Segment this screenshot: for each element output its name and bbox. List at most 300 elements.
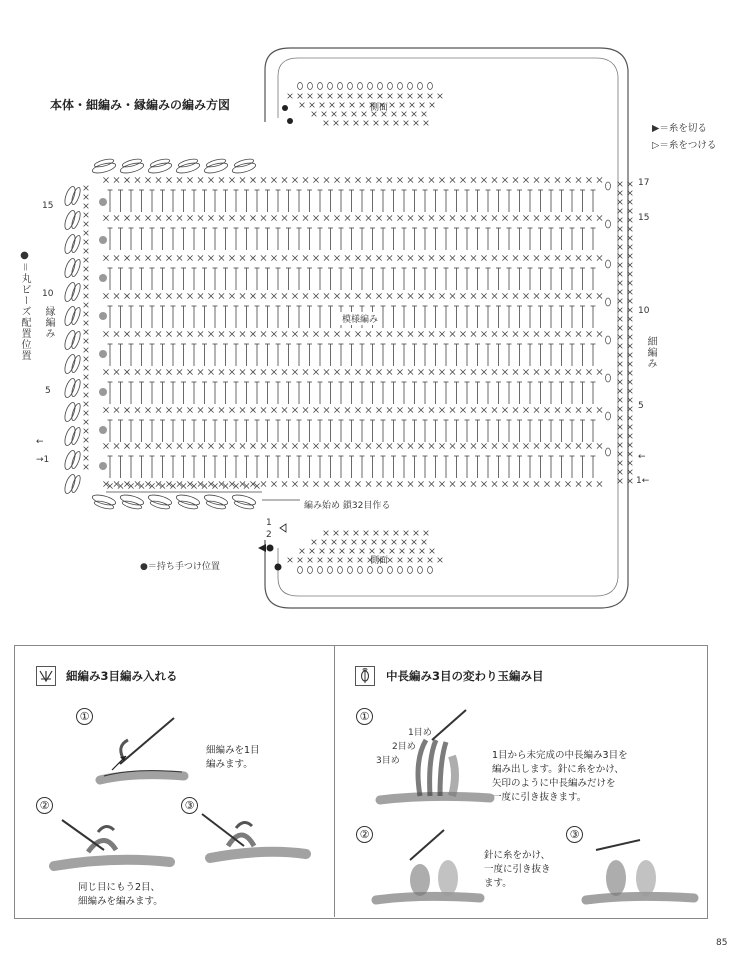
sc-stitch	[366, 443, 371, 448]
sc-stitch	[271, 331, 276, 336]
sc-stitch	[352, 112, 357, 117]
sc-stitch	[198, 215, 203, 220]
sc-stitch	[390, 549, 395, 554]
loop-label: 1目め	[408, 728, 432, 738]
sc-stitch	[374, 121, 379, 126]
row-num-right: 5	[638, 401, 644, 411]
sc-stitch	[334, 531, 339, 536]
sc-stitch	[387, 177, 392, 182]
sc-stitch	[84, 267, 89, 272]
sc-stitch	[198, 293, 203, 298]
sc-stitch	[418, 215, 423, 220]
sc-stitch	[166, 331, 171, 336]
sc-stitch	[298, 94, 303, 99]
sc-stitch	[324, 331, 329, 336]
sc-stitch	[84, 420, 89, 425]
sc-stitch	[492, 177, 497, 182]
sc-stitch	[135, 443, 140, 448]
sc-stitch	[250, 255, 255, 260]
sc-stitch	[414, 121, 419, 126]
sc-stitch	[555, 369, 560, 374]
sc-stitch	[84, 312, 89, 317]
sc-stitch	[387, 407, 392, 412]
bead-dot	[99, 198, 107, 206]
sc-stitch	[261, 177, 266, 182]
shell-stitch	[70, 331, 82, 350]
loop-label: 2目め	[392, 742, 416, 752]
sc-stitch	[576, 255, 581, 260]
row-mark-2: 2	[266, 530, 272, 540]
sc-stitch	[408, 177, 413, 182]
bead-dot	[99, 350, 107, 358]
sc-stitch	[198, 331, 203, 336]
sc-stitch	[376, 255, 381, 260]
shell-stitch	[122, 500, 143, 511]
sc-stitch	[313, 177, 318, 182]
sc-stitch	[404, 531, 409, 536]
shell-stitch	[70, 355, 82, 374]
sc-stitch	[340, 103, 345, 108]
sc-stitch	[303, 331, 308, 336]
puff-stitch	[338, 83, 343, 90]
sc-stitch	[177, 407, 182, 412]
sc-stitch	[300, 549, 305, 554]
sc-stitch	[271, 293, 276, 298]
sc-stitch	[324, 293, 329, 298]
sc-stitch	[303, 177, 308, 182]
sc-stitch	[376, 177, 381, 182]
sc-stitch	[387, 255, 392, 260]
sc-stitch	[282, 481, 287, 486]
sc-stitch	[84, 393, 89, 398]
row-num-right: 17	[638, 178, 650, 188]
sc-stitch	[544, 215, 549, 220]
sc-stitch	[84, 186, 89, 191]
arrow-left-b: →1	[36, 455, 50, 465]
sc-stitch	[124, 177, 129, 182]
sc-stitch	[124, 407, 129, 412]
sc-stitch	[418, 177, 423, 182]
sc-stitch	[565, 407, 570, 412]
sc-stitch	[586, 177, 591, 182]
sc-stitch	[397, 215, 402, 220]
chain-loop	[606, 336, 611, 344]
handle-dot	[287, 118, 293, 124]
sc-stitch	[392, 540, 397, 545]
sc-stitch	[324, 215, 329, 220]
sc-stitch	[366, 177, 371, 182]
sc-stitch	[366, 407, 371, 412]
label-pattern: 模様編み	[340, 312, 380, 325]
sc-stitch	[334, 407, 339, 412]
sc-stitch	[219, 443, 224, 448]
sc-stitch	[513, 481, 518, 486]
loop-label: 3目め	[376, 756, 400, 766]
sc-stitch	[420, 549, 425, 554]
sc-stitch	[124, 255, 129, 260]
sc-column-left	[84, 186, 89, 470]
sc-stitch	[84, 465, 89, 470]
sc-stitch	[565, 177, 570, 182]
sc-stitch	[576, 331, 581, 336]
puff-stitch	[378, 83, 383, 90]
sc-stitch	[597, 215, 602, 220]
sc-stitch	[229, 293, 234, 298]
sc-stitch	[219, 215, 224, 220]
sc-stitch	[481, 255, 486, 260]
row-num-left: 15	[42, 201, 54, 211]
sc-stitch	[586, 481, 591, 486]
sc-stitch	[84, 231, 89, 236]
label-edge: 縁編み	[43, 306, 54, 339]
sc-stitch	[312, 540, 317, 545]
chain-loop	[606, 298, 611, 306]
sc-stitch	[387, 331, 392, 336]
sc-stitch	[429, 177, 434, 182]
sc-stitch	[450, 215, 455, 220]
sc-stitch	[387, 215, 392, 220]
sc-stitch	[271, 443, 276, 448]
sc-stitch	[471, 331, 476, 336]
sc-stitch	[387, 293, 392, 298]
sc-stitch	[318, 94, 323, 99]
sc-stitch	[342, 540, 347, 545]
sc-stitch	[355, 215, 360, 220]
puff-stitch	[428, 567, 433, 574]
puff-stitch	[318, 567, 323, 574]
sc-stitch	[84, 321, 89, 326]
sc-stitch	[332, 540, 337, 545]
sc-stitch	[261, 255, 266, 260]
sc-stitch	[345, 215, 350, 220]
sc-stitch	[282, 331, 287, 336]
sc-stitch	[597, 443, 602, 448]
sc-stitch	[334, 255, 339, 260]
sc-stitch	[513, 293, 518, 298]
sc-stitch	[360, 549, 365, 554]
sc-stitch	[471, 255, 476, 260]
sc-stitch	[384, 121, 389, 126]
sc-stitch	[219, 177, 224, 182]
sc-stitch	[240, 407, 245, 412]
sc-stitch	[513, 255, 518, 260]
panel-right-title: 中長編み3目の変わり玉編み目	[386, 669, 544, 683]
puff-stitch	[318, 83, 323, 90]
sc-stitch	[492, 443, 497, 448]
chain-loop	[606, 260, 611, 268]
shell-stitch	[70, 259, 82, 278]
sc-stitch	[428, 94, 433, 99]
shell-stitch	[70, 379, 82, 398]
sc-stitch	[313, 407, 318, 412]
sc-stitch	[334, 369, 339, 374]
sc-stitch	[208, 331, 213, 336]
step-num: ③	[566, 826, 583, 843]
sc-stitch	[397, 443, 402, 448]
sc-stitch	[429, 481, 434, 486]
sc-stitch	[156, 331, 161, 336]
sc-stitch	[84, 456, 89, 461]
sc-stitch	[492, 331, 497, 336]
sc-stitch	[135, 255, 140, 260]
sc-stitch	[166, 255, 171, 260]
sc-stitch	[387, 481, 392, 486]
sc-stitch	[240, 293, 245, 298]
sc-stitch	[597, 293, 602, 298]
sc-stitch	[408, 369, 413, 374]
puff-stitch	[328, 567, 333, 574]
sc-stitch	[342, 112, 347, 117]
sc-stitch	[103, 369, 108, 374]
sc-stitch	[397, 481, 402, 486]
sc-stitch	[481, 177, 486, 182]
sc-stitch	[313, 255, 318, 260]
sc-stitch	[166, 177, 171, 182]
sc-stitch	[565, 481, 570, 486]
sc-stitch	[366, 481, 371, 486]
sc-stitch	[355, 293, 360, 298]
sc-stitch	[422, 540, 427, 545]
sc-stitch	[410, 549, 415, 554]
sc-stitch	[439, 331, 444, 336]
sc-stitch	[250, 215, 255, 220]
sc-stitch	[460, 443, 465, 448]
sc-stitch	[298, 558, 303, 563]
handle-dot	[275, 564, 282, 571]
sc-stitch	[114, 407, 119, 412]
shell-stitch	[70, 403, 82, 422]
sc-stitch	[219, 407, 224, 412]
sc-stitch	[418, 443, 423, 448]
sc-stitch	[156, 369, 161, 374]
sc-stitch	[240, 255, 245, 260]
sc-stitch	[534, 293, 539, 298]
sc-stitch	[555, 443, 560, 448]
sc-stitch	[208, 407, 213, 412]
shell-stitch	[234, 500, 255, 511]
sc-stitch	[324, 407, 329, 412]
sc-stitch	[208, 177, 213, 182]
sc-stitch	[439, 293, 444, 298]
sc-stitch	[114, 331, 119, 336]
sc-stitch	[292, 215, 297, 220]
sc-stitch	[166, 369, 171, 374]
sc-stitch	[282, 293, 287, 298]
sc-stitch	[322, 540, 327, 545]
sc-stitch	[240, 369, 245, 374]
sc-stitch	[330, 103, 335, 108]
sc-stitch	[358, 94, 363, 99]
sc-stitch	[597, 255, 602, 260]
page-number: 85	[716, 938, 728, 948]
sc-stitch	[555, 255, 560, 260]
sc-stitch	[187, 177, 192, 182]
pattern-rows	[103, 177, 610, 492]
sc-stitch	[345, 481, 350, 486]
sc-stitch	[320, 103, 325, 108]
sc-stitch	[288, 558, 293, 563]
sc-stitch	[288, 94, 293, 99]
puff-stitch	[408, 567, 413, 574]
sc-stitch	[312, 112, 317, 117]
sc-stitch	[360, 103, 365, 108]
sc-stitch	[261, 369, 266, 374]
sc-stitch	[156, 443, 161, 448]
sc-stitch	[145, 369, 150, 374]
shell-stitch	[70, 427, 82, 446]
sc-stitch	[374, 531, 379, 536]
sc-stitch	[348, 558, 353, 563]
sc-stitch	[313, 443, 318, 448]
sc-stitch	[429, 215, 434, 220]
row-num-right: 10	[638, 306, 650, 316]
sc-stitch	[84, 213, 89, 218]
sc-stitch	[576, 369, 581, 374]
sc-stitch	[271, 255, 276, 260]
sc-column-right	[618, 182, 633, 484]
handle-dot	[267, 545, 274, 552]
step-text: 細編みを1目 編みます。	[206, 745, 260, 770]
sc-stitch	[156, 293, 161, 298]
sc-stitch	[229, 255, 234, 260]
sc-stitch	[502, 177, 507, 182]
sc-stitch	[460, 215, 465, 220]
sc-stitch	[362, 540, 367, 545]
sc-stitch	[271, 481, 276, 486]
sc-stitch	[544, 293, 549, 298]
sc-stitch	[145, 443, 150, 448]
sc-stitch	[502, 215, 507, 220]
row-num-left: 5	[45, 386, 51, 396]
sc-stitch	[103, 443, 108, 448]
sc-stitch	[156, 177, 161, 182]
puff-illustrations	[340, 700, 706, 915]
sc-stitch	[324, 177, 329, 182]
sc-stitch	[334, 481, 339, 486]
sc-stitch	[324, 369, 329, 374]
sc-stitch	[354, 121, 359, 126]
sc-stitch	[261, 407, 266, 412]
shell-stitch	[178, 500, 199, 511]
sc-stitch	[282, 407, 287, 412]
puff-stitch	[408, 83, 413, 90]
illustration-step1	[100, 718, 184, 780]
sc-stitch	[523, 443, 528, 448]
sc-stitch	[177, 293, 182, 298]
sc-stitch	[576, 443, 581, 448]
sc-stitch	[240, 443, 245, 448]
sc-stitch	[523, 293, 528, 298]
bead-dot	[99, 236, 107, 244]
sc-stitch	[320, 549, 325, 554]
sc-stitch	[565, 369, 570, 374]
sc-stitch	[103, 407, 108, 412]
sc-stitch	[438, 558, 443, 563]
sc-stitch	[390, 103, 395, 108]
sc-stitch	[103, 215, 108, 220]
sc-stitch	[114, 255, 119, 260]
sc-stitch	[555, 481, 560, 486]
step-num: ①	[356, 708, 373, 725]
row-num-left: 10	[42, 289, 54, 299]
sc-stitch	[376, 443, 381, 448]
sc-stitch	[420, 103, 425, 108]
sc-stitch	[261, 293, 266, 298]
edge-shells	[63, 158, 257, 511]
sc-stitch	[534, 331, 539, 336]
sc-stitch	[429, 369, 434, 374]
sc-stitch	[555, 293, 560, 298]
sc-stitch	[114, 177, 119, 182]
sc-stitch	[240, 331, 245, 336]
sc-stitch	[565, 443, 570, 448]
sc-stitch	[344, 531, 349, 536]
sc-stitch	[156, 407, 161, 412]
sc-stitch	[544, 369, 549, 374]
sc-stitch	[84, 366, 89, 371]
sc-stitch	[84, 429, 89, 434]
sc-stitch	[177, 255, 182, 260]
sc-stitch	[450, 293, 455, 298]
sc-stitch	[292, 177, 297, 182]
panel-left-title: 細編み3目編み入れる	[66, 669, 178, 683]
sc-stitch	[208, 369, 213, 374]
sc-stitch	[502, 331, 507, 336]
sc-stitch	[103, 331, 108, 336]
shell-stitch	[150, 158, 171, 169]
sc-stitch	[300, 103, 305, 108]
sc-stitch	[460, 177, 465, 182]
sc-stitch	[408, 255, 413, 260]
sc-stitch	[544, 255, 549, 260]
sc-stitch	[345, 255, 350, 260]
sc-stitch	[310, 103, 315, 108]
label-start: 編み始め 鎖32目作る	[304, 501, 391, 511]
sc-stitch	[565, 215, 570, 220]
illustration-step3	[202, 814, 306, 858]
sc-stitch	[460, 369, 465, 374]
filled-triangle-icon: ▶	[652, 123, 660, 134]
shell-stitch	[94, 158, 115, 169]
sc-stitch	[364, 531, 369, 536]
sc-stitch	[250, 369, 255, 374]
sc-stitch	[338, 94, 343, 99]
sc-stitch	[586, 369, 591, 374]
sc-stitch	[350, 549, 355, 554]
sc-stitch	[334, 443, 339, 448]
sc-stitch	[355, 255, 360, 260]
sc-stitch	[135, 177, 140, 182]
sc-stitch	[424, 531, 429, 536]
legend-join: ▷＝糸をつける	[652, 140, 717, 151]
sc-stitch	[145, 331, 150, 336]
sc-stitch	[219, 331, 224, 336]
sc-stitch	[145, 215, 150, 220]
bead-dot	[99, 388, 107, 396]
sc-stitch	[397, 293, 402, 298]
sc-stitch	[187, 443, 192, 448]
puff-stitch	[388, 567, 393, 574]
sc-stitch	[84, 438, 89, 443]
sc-stitch	[177, 215, 182, 220]
chain-loop	[606, 374, 611, 382]
sc-stitch	[303, 255, 308, 260]
sc-stitch	[513, 215, 518, 220]
sc-stitch	[261, 481, 266, 486]
puff-stitch	[298, 567, 303, 574]
sc-stitch	[481, 215, 486, 220]
sc-stitch	[124, 215, 129, 220]
